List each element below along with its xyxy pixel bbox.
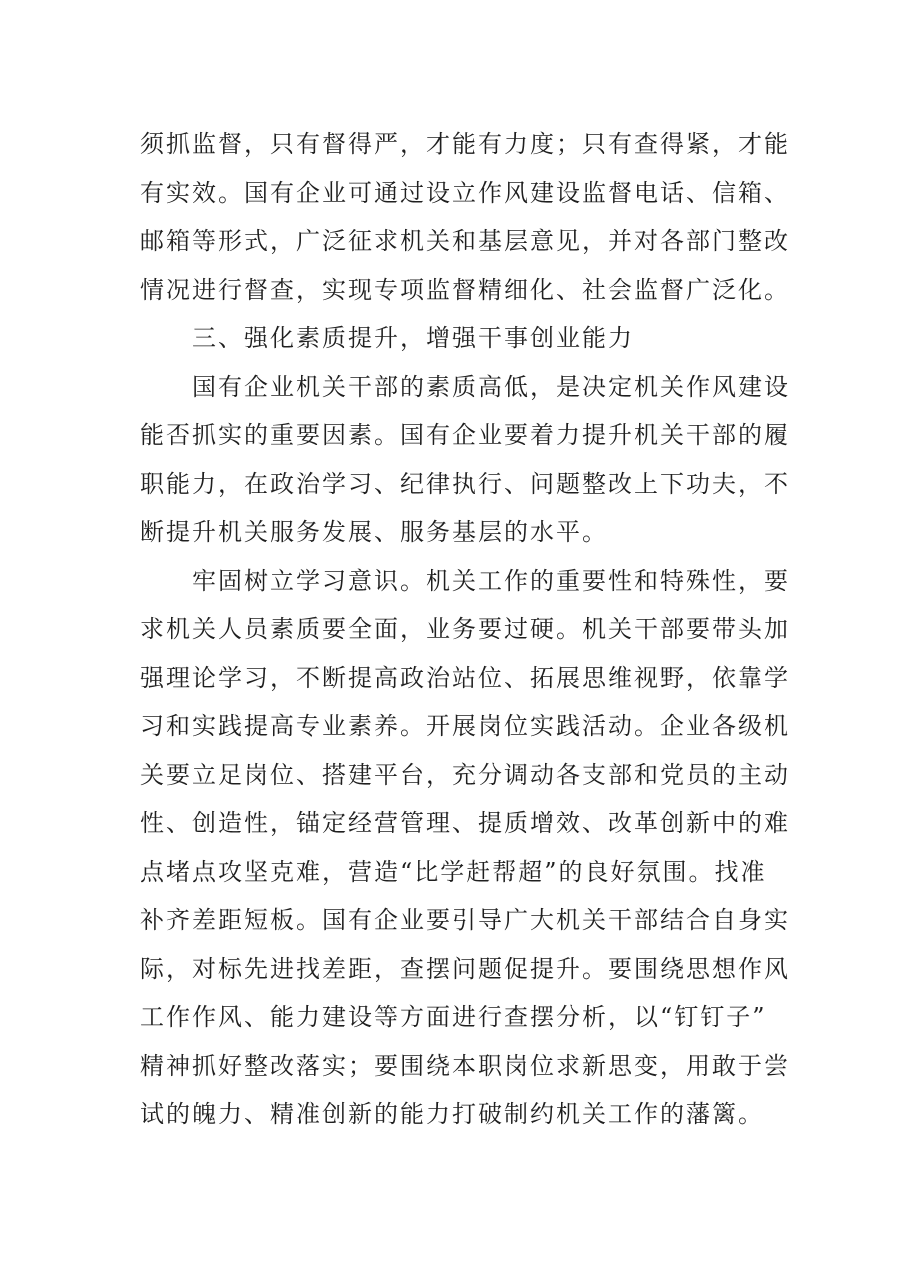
- body-line: 习和实践提高专业素养。开展岗位实践活动。企业各级机: [140, 712, 790, 740]
- body-line: 有实效。国有企业可通过设立作风建设监督电话、信箱、: [140, 178, 790, 207]
- body-line: 职能力，在政治学习、纪律执行、问题整改上下功夫，不: [140, 469, 790, 498]
- body-line: 断提升机关服务发展、服务基层的水平。: [140, 518, 608, 546]
- body-line: 试的魄力、精准创新的能力打破制约机关工作的藩篱。: [140, 1100, 764, 1128]
- body-line: 点堵点攻坚克难，营造“比学赶帮超”的良好氛围。找准: [140, 857, 767, 886]
- body-line: 关要立足岗位、搭建平台，充分调动各支部和党员的主动: [140, 760, 790, 789]
- body-line: 求机关人员素质要全面，业务要过硬。机关干部要带头加: [140, 615, 790, 643]
- body-line: 须抓监督，只有督得严，才能有力度；只有查得紧，才能: [140, 130, 790, 158]
- paragraph-first-line: 国有企业机关干部的素质高低，是决定机关作风建设: [192, 372, 790, 401]
- paragraph-first-line: 牢固树立学习意识。机关工作的重要性和特殊性，要: [192, 566, 790, 595]
- body-line: 强理论学习，不断提高政治站位、拓展思维视野，依靠学: [140, 663, 790, 692]
- body-line: 精神抓好整改落实；要围绕本职岗位求新思变，用敢于尝: [140, 1051, 790, 1080]
- body-line: 性、创造性，锚定经营管理、提质增效、改革创新中的难: [140, 809, 790, 837]
- body-line: 邮箱等形式，广泛征求机关和基层意见，并对各部门整改: [140, 227, 790, 255]
- document-body: [140, 120, 790, 1139]
- body-line: 工作作风、能力建设等方面进行查摆分析，以“钉钉子”: [140, 1003, 767, 1031]
- body-line: 情况进行督查，实现专项监督精细化、社会监督广泛化。: [140, 275, 790, 304]
- section-heading: 三、强化素质提升，增强干事创业能力: [192, 324, 634, 352]
- body-line: 能否抓实的重要因素。国有企业要着力提升机关干部的履: [140, 421, 790, 449]
- body-line: 补齐差距短板。国有企业要引导广大机关干部结合自身实: [140, 906, 790, 934]
- body-line: 际，对标先进找差距，查摆问题促提升。要围绕思想作风: [140, 954, 790, 983]
